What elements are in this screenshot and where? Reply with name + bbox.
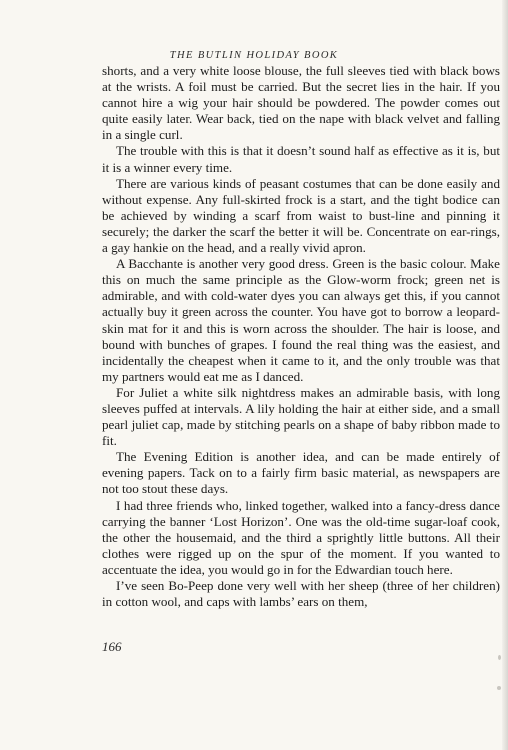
paper-speck: [497, 686, 501, 690]
paragraph: The Evening Edition is another idea, and can be made entirely of evening papers. Tack on to a fairly firm basic material, as newspapers are not too stout these days.: [102, 449, 500, 497]
page-edge-shadow: [502, 0, 508, 750]
paragraph: I had three friends who, linked together, walked into a fancy-dress dance carrying the banner ‘Lost Horizon’. One was the old-time sugar-loaf cook, the other the housemaid, and the third a sprightly little buttons. All their clothes were rigged up on the spur of the moment. If you wanted to accentuate the idea, you would go in for the Edwardian touch here.: [102, 497, 500, 577]
paragraph: For Juliet a white silk nightdress makes an admirable basis, with long sleeves puffed at intervals. A lily holding the hair at either side, and a small pearl juliet cap, made by stitching pearls on a shape of baby ribbon made to fit.: [102, 384, 500, 449]
paragraph: There are various kinds of peasant costumes that can be done easily and without expense. Any full-skirted frock is a start, and the tight bodice can be achieved by winding a scarf from waist to bust-line and pinning it securely; the darker the scarf the better it will be. Concentrate on ear-rings, a gay hankie on the head, and a really vivid apron.: [102, 175, 500, 256]
running-head: THE BUTLIN HOLIDAY BOOK: [169, 50, 339, 61]
paragraph: The trouble with this is that it doesn’t sound half as effective as it is, but it is a winner every time.: [102, 143, 500, 175]
page-number: 166: [102, 639, 122, 654]
paper-speck: [498, 655, 501, 660]
paragraph: A Bacchante is another very good dress. Green is the basic colour. Make this on much the same principle as the Glow-worm frock; green net is admirable, and with cold-water dyes you can always get this, if you cannot actually buy it green across the counter. You have got to borrow a leopard-skin mat for it and this is worn across the shoulder. The hair is loose, and bound with bunches of grapes. I found the real thing was the easiest, and incidentally the cheapest when it came to it, and the only trouble was that my partners would eat me as I danced.: [102, 256, 500, 384]
paragraph-continuation: shorts, and a very white loose blouse, the full sleeves tied with black bows at the wrists. A foil must be carried. But the secret lies in the hair. If you cannot hire a wig your hair should be powdered. The powder comes out quite easily later. Wear back, tied on the nape with black velvet and falling in a single curl.: [102, 63, 500, 143]
body-text: [102, 63, 500, 610]
paragraph: I’ve seen Bo-Peep done very well with her sheep (three of her children) in cotton wool, and caps with lambs’ ears on them,: [102, 578, 500, 610]
